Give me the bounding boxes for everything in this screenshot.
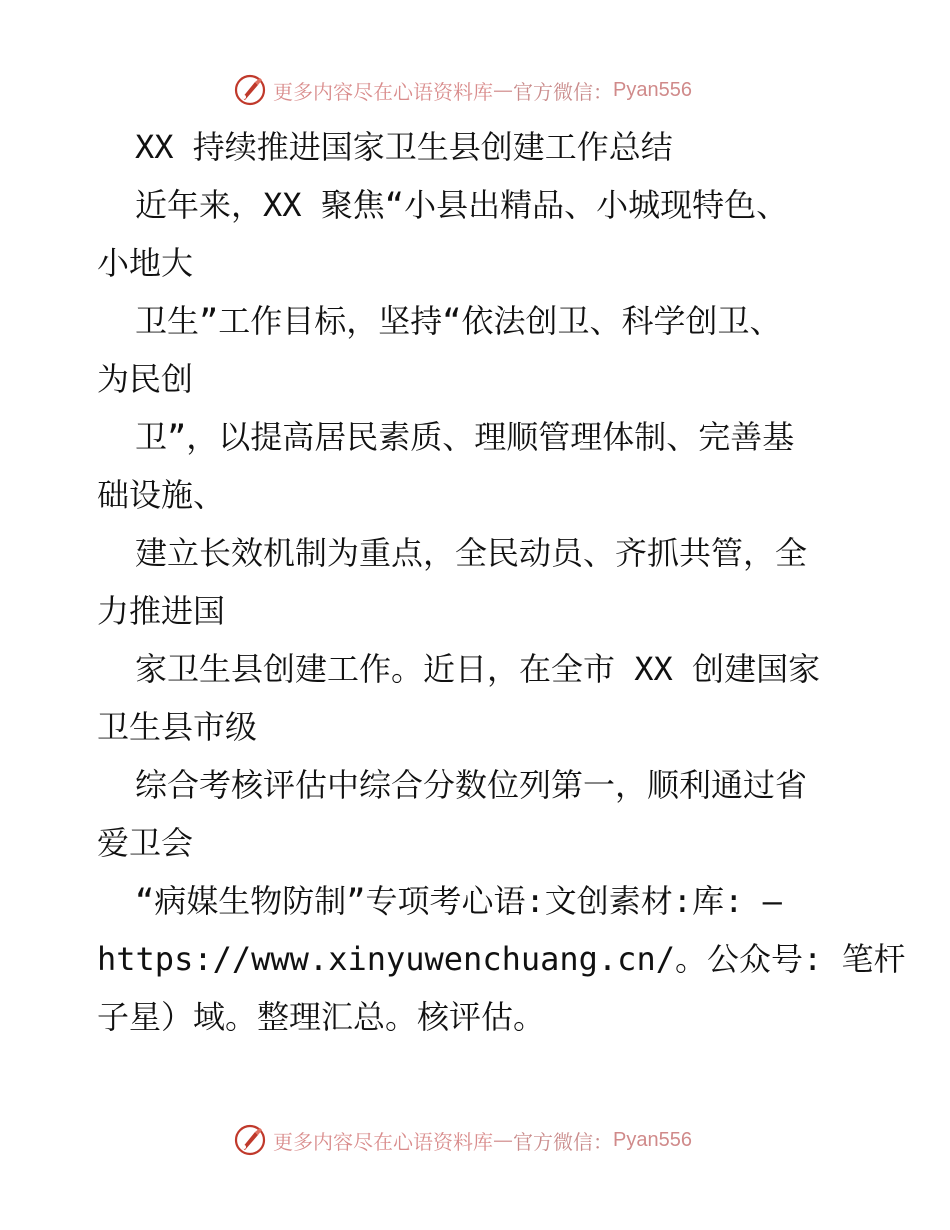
paragraph-line: 爱卫会 (97, 824, 194, 862)
document-body (97, 118, 906, 1046)
document-title: XX 持续推进国家卫生县创建工作总结 (135, 128, 673, 166)
watermark-wechat-label: 官方微信： (513, 1129, 613, 1154)
paragraph-line: 为民创 (97, 360, 194, 398)
paragraph-line: 卫生县市级 (97, 708, 258, 746)
paragraph-line: 近年来，XX 聚焦“小县出精品、小城现特色、 (135, 186, 789, 224)
footer-watermark (233, 1122, 692, 1158)
watermark-separator: — (493, 1128, 513, 1152)
paragraph-line: 家卫生县创建工作。近日，在全市 XX 创建国家 (135, 650, 821, 688)
watermark-wechat-id: Pyan556 (613, 78, 692, 101)
paragraph-line: 小地大 (97, 244, 194, 282)
paragraph-line: 础设施、 (97, 476, 226, 514)
paragraph-line: 综合考核评估中综合分数位列第一，顺利通过省 (135, 766, 808, 804)
paragraph-line: 建立长效机制为重点，全民动员、齐抓共管，全 (135, 534, 808, 572)
quill-pen-seal-icon (233, 1123, 267, 1157)
paragraph-line: “病媒生物防制”专项考心语:文创素材:库: — (135, 882, 782, 920)
quill-pen-seal-icon (233, 73, 267, 107)
watermark-separator: — (493, 78, 513, 102)
watermark-wechat-label: 官方微信： (513, 79, 613, 104)
paragraph-line: 力推进国 (97, 592, 226, 630)
header-watermark (233, 72, 692, 108)
paragraph-line: 卫生”工作目标，坚持“依法创卫、科学创卫、 (135, 302, 782, 340)
paragraph-line: 子星）域。整理汇总。核评估。 (97, 998, 546, 1036)
watermark-site-text: 更多内容尽在心语资料库 (273, 1129, 493, 1154)
paragraph-line: 卫”，以提高居民素质、理顺管理体制、完善基 (135, 418, 795, 456)
watermark-site-text: 更多内容尽在心语资料库 (273, 79, 493, 104)
watermark-wechat-id: Pyan556 (613, 1128, 692, 1151)
paragraph-line-url: https://www.xinyuwenchuang.cn/。公众号: 笔杆 (97, 940, 906, 978)
